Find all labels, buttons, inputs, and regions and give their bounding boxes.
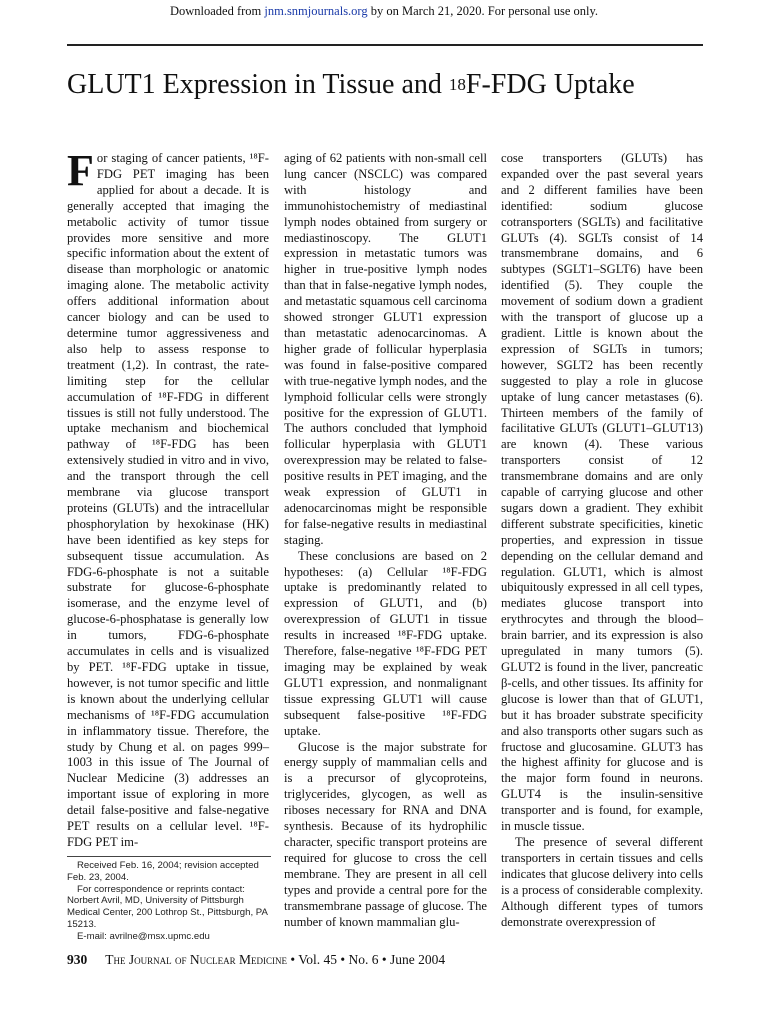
drop-cap: F bbox=[67, 146, 94, 195]
title-part2: F-FDG Uptake bbox=[465, 69, 635, 100]
col2-paragraph-2: These conclusions are based on 2 hypotheses: (a) Cellular ¹⁸F-FDG uptake is predominantly related to expression of GLUT1, and (b) overexpression of GLUT1 in tissue results in increased ¹⁸F-FDG uptake. Therefore, false-negative ¹⁸F-FDG PET imaging may be explained by weak GLUT1 expression, and nonmalignant tissue expressing GLUT1 will cause subsequent false-positive ¹⁸F-FDG uptake. bbox=[284, 548, 487, 738]
column-2 bbox=[284, 151, 487, 930]
journal-site-link[interactable]: jnm.snmjournals.org bbox=[264, 4, 368, 18]
header-rule bbox=[67, 44, 703, 46]
page-number: 930 bbox=[67, 952, 88, 967]
article-title bbox=[67, 66, 707, 106]
col2-paragraph-1: aging of 62 patients with non-small cell lung cancer (NSCLC) was compared with histology and immunohistochemistry of mediastinal lymph nodes obtained from surgery or mediastinoscopy. The GLUT1 expression in metastatic tumors was higher in true-positive lymph nodes than that in false-negative lymph nodes, and metastatic squamous cell carcinoma showed stronger GLUT1 expression than metastatic adenocarcinomas. A higher grade of follicular hyperplasia was found in false-positive compared with true-negative lymph nodes, and the lymphoid follicular cells were strongly positive for the expression of GLUT1. The authors concluded that lymphoid follicular hyperplasia with GLUT1 overexpression may be related to false-positive results in PET imaging, and the weak expression of GLUT1 in adenocarcinomas might be responsible for false-negative results in mediastinal staging. bbox=[284, 151, 487, 547]
download-suffix: by on March 21, 2020. For personal use only. bbox=[367, 4, 599, 18]
footnotes bbox=[67, 856, 271, 943]
download-prefix: Downloaded from bbox=[169, 4, 265, 18]
footnote-received: Received Feb. 16, 2004; revision accepted Feb. 23, 2004. bbox=[67, 860, 259, 883]
column-1 bbox=[67, 146, 269, 851]
title-superscript: 18 bbox=[448, 75, 466, 94]
page-footer bbox=[67, 952, 445, 968]
footnote-correspondence: For correspondence or reprints contact: Norbert Avril, MD, University of Pittsburgh Medical Center, 200 Lothrop St., Pittsburgh, PA 15213. bbox=[67, 883, 268, 930]
col3-paragraph-2: The presence of several different transporters in certain tissues and cells indicates that glucose delivery into cells is a process of considerable complexity. Although different types of tumors demonstrate overexpression of bbox=[501, 834, 703, 929]
title-part1: GLUT1 Expression in Tissue and bbox=[67, 69, 449, 100]
journal-name: The Journal of Nuclear Medicine bbox=[105, 952, 287, 967]
opening-paragraph bbox=[67, 146, 269, 851]
footnote-separator bbox=[67, 856, 271, 857]
col1-paragraph-1: or staging of cancer patients, ¹⁸F-FDG PET imaging has been applied for about a decade. It is generally accepted that imaging the metabolic activity of tumor tissue provides more sensitive and more specific information about the extent of disease than morphologic or anatomic imaging alone. The metabolic activity offers additional information about cancer biology and can be used to determine tumor aggressiveness and also help to assess response to treatment (1,2). In contrast, the rate-limiting step for the cellular accumulation of ¹⁸F-FDG in different tissues is still not fully understood. The uptake mechanism and biochemical pathway of ¹⁸F-FDG has been extensively studied in vitro and in vivo, and the transport through the cell membrane via glucose transport proteins (GLUTs) and the intracellular phosphorylation by hexokinase (HK) have been identified as key steps for subsequent tissue accumulation. As FDG-6-phosphate is not a suitable substrate for glucose-6-phosphate isomerase, and the enzyme level of glucose-6-phosphatase is generally low in tumors, FDG-6-phosphate accumulates in cells and is visualized by PET. ¹⁸F-FDG uptake in tissue, however, is not tumor specific and little is known about the underlying cellular mechanisms of ¹⁸F-FDG accumulation in inflammatory tissue. Therefore, the study by Chung et al. on pages 999–1003 in this issue of The Journal of Nuclear Medicine (3) addresses an important issue of exploring in more detail false-positive and false-negative PET results on a cellular level. ¹⁸F-FDG PET im- bbox=[67, 151, 269, 849]
footnote-email: E-mail: avrilne@msx.upmc.edu bbox=[77, 930, 210, 942]
column-3 bbox=[501, 151, 703, 930]
col3-paragraph-1: cose transporters (GLUTs) has expanded over the past several years and 2 different families have been identified: sodium glucose cotransporters (SGLTs) and facilitative GLUTs (4). SGLTs consist of 14 transmembrane domains, and 6 subtypes (SGLT1–SGLT6) have been identified (5). They couple the movement of sodium down a gradient with the transport of glucose up a gradient. Little is known about the expression of SGLTs in tumors; however, SGLT2 has been recently suggested to play a role in glucose uptake of lung cancer metastases (6). Thirteen members of the family of facilitative GLUTs (GLUT1–GLUT13) are known (4). These various transporters consist of 12 transmembrane domains and are only capable of carrying glucose and other sugars down a gradient. They exhibit different substrate specificities, kinetic properties, and expression in tissue depending on the cellular demand and regulation. GLUT1, which is almost ubiquitously expressed in all cell types, mediates glucose transport into erythrocytes and through the blood–brain barrier, and its expression is also upregulated in many tumors (5). GLUT2 is found in the liver, pancreatic β-cells, and other tissues. Its affinity for glucose is lower than that of GLUT1, but it has broader substrate specificity and also transports other sugars such as fructose and glucosamine. GLUT3 has the highest affinity for glucose and is the major form found in neurons. GLUT4 is the insulin-sensitive transporter and is found, for example, in muscle tissue. bbox=[501, 151, 703, 834]
issue-info: • Vol. 45 • No. 6 • June 2004 bbox=[287, 952, 446, 967]
col2-paragraph-3: Glucose is the major substrate for energy supply of mammalian cells and is a precursor of glycoproteins, triglycerides, glycogen, as well as riboses necessary for RNA and DNA synthesis. Because of its hydrophilic character, specific transport proteins are required for glucose to cross the cell membrane. They are present in all cell types and provide a central pore for the transmembrane passage of glucose. The number of known mammalian glu- bbox=[284, 739, 487, 929]
download-notice bbox=[0, 4, 768, 19]
